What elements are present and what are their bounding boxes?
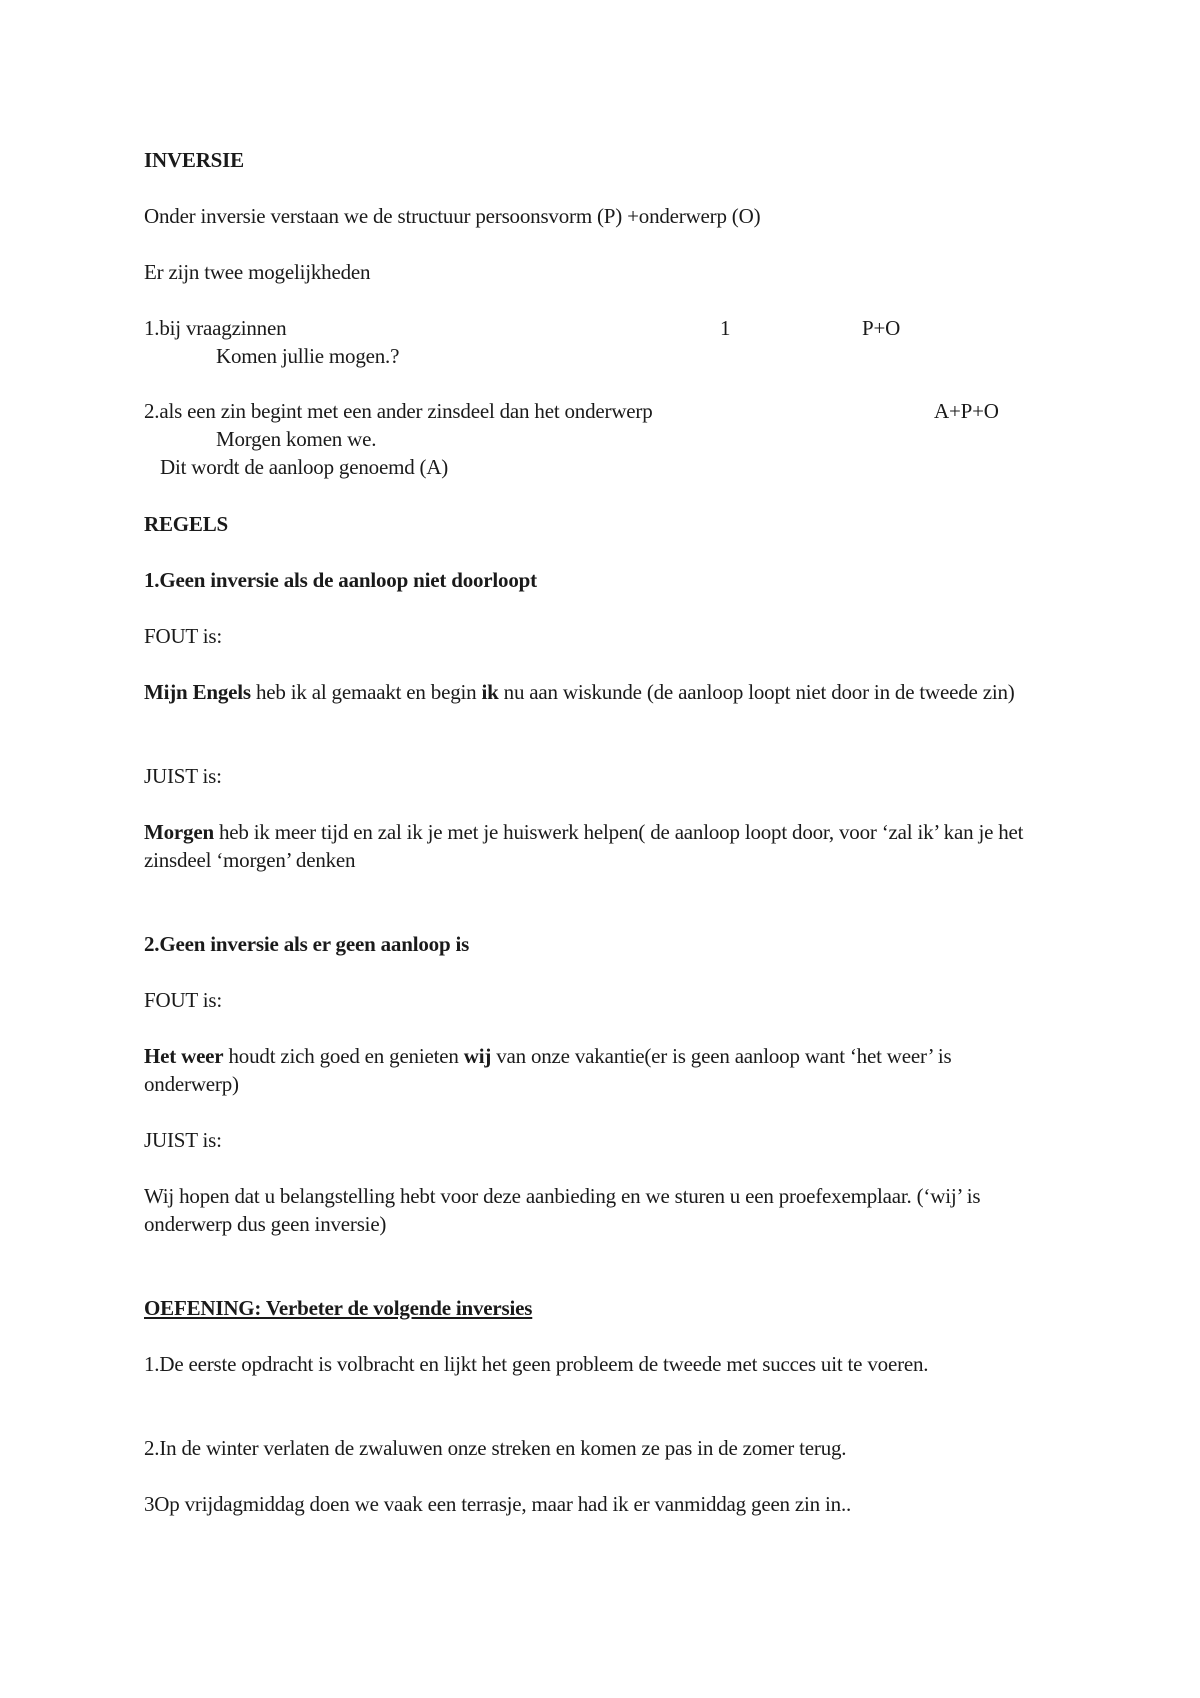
rule-2-wrong-label: FOUT is: (144, 988, 222, 1012)
rule-1-heading: 1.Geen inversie als de aanloop niet doorloopt (144, 568, 537, 592)
exercise-item: 2.In de winter verlaten de zwaluwen onze streken en komen ze pas in de zomer terug. (144, 1436, 847, 1460)
intro-text: Onder inversie verstaan we de structuur persoonsvorm (P) +onderwerp (O) (144, 204, 761, 228)
possibilities-heading: Er zijn twee mogelijkheden (144, 260, 371, 284)
possibility-1-label: 1.bij vraagzinnen (144, 316, 287, 340)
rule-1-right-label: JUIST is: (144, 764, 222, 788)
rule-2-right-example: Wij hopen dat u belangstelling hebt voor deze aanbieding en we sturen u een proefexemplaar. (‘wij’ is onderwerp dus geen inversie) (144, 1184, 981, 1236)
rule-2-heading: 2.Geen inversie als er geen aanloop is (144, 932, 470, 956)
possibility-1-number: 1 (720, 316, 731, 340)
rule-1-right-example: Morgen heb ik meer tijd en zal ik je met je huiswerk helpen( de aanloop loopt door, voor ‘zal ik’ kan je het zinsdeel ‘morgen’ denken (144, 820, 1024, 872)
possibility-2-label: 2.als een zin begint met een ander zinsdeel dan het onderwerp (144, 399, 653, 423)
rule-2-right-label: JUIST is: (144, 1128, 222, 1152)
rule-1-wrong-label: FOUT is: (144, 624, 222, 648)
possibility-2-example: Morgen komen we. (216, 427, 377, 451)
possibility-1-formula: P+O (862, 316, 901, 340)
possibility-2-note: Dit wordt de aanloop genoemd (A) (160, 455, 449, 479)
possibility-2-formula: A+P+O (934, 399, 999, 423)
rules-heading: REGELS (144, 512, 228, 536)
exercise-heading: OEFENING: Verbeter de volgende inversies (144, 1296, 533, 1320)
rule-2-wrong-example: Het weer houdt zich goed en genieten wij van onze vakantie(er is geen aanloop want ‘het weer’ is onderwerp) (144, 1044, 952, 1096)
rule-1-wrong-example: Mijn Engels heb ik al gemaakt en begin ik nu aan wiskunde (de aanloop loopt niet door in de tweede zin) (144, 680, 1015, 704)
exercise-item: 1.De eerste opdracht is volbracht en lijkt het geen probleem de tweede met succes uit te voeren. (144, 1352, 929, 1376)
document-title: INVERSIE (144, 148, 244, 172)
exercise-item: 3Op vrijdagmiddag doen we vaak een terrasje, maar had ik er vanmiddag geen zin in.. (144, 1492, 852, 1516)
possibility-1-example: Komen jullie mogen.? (216, 344, 400, 368)
